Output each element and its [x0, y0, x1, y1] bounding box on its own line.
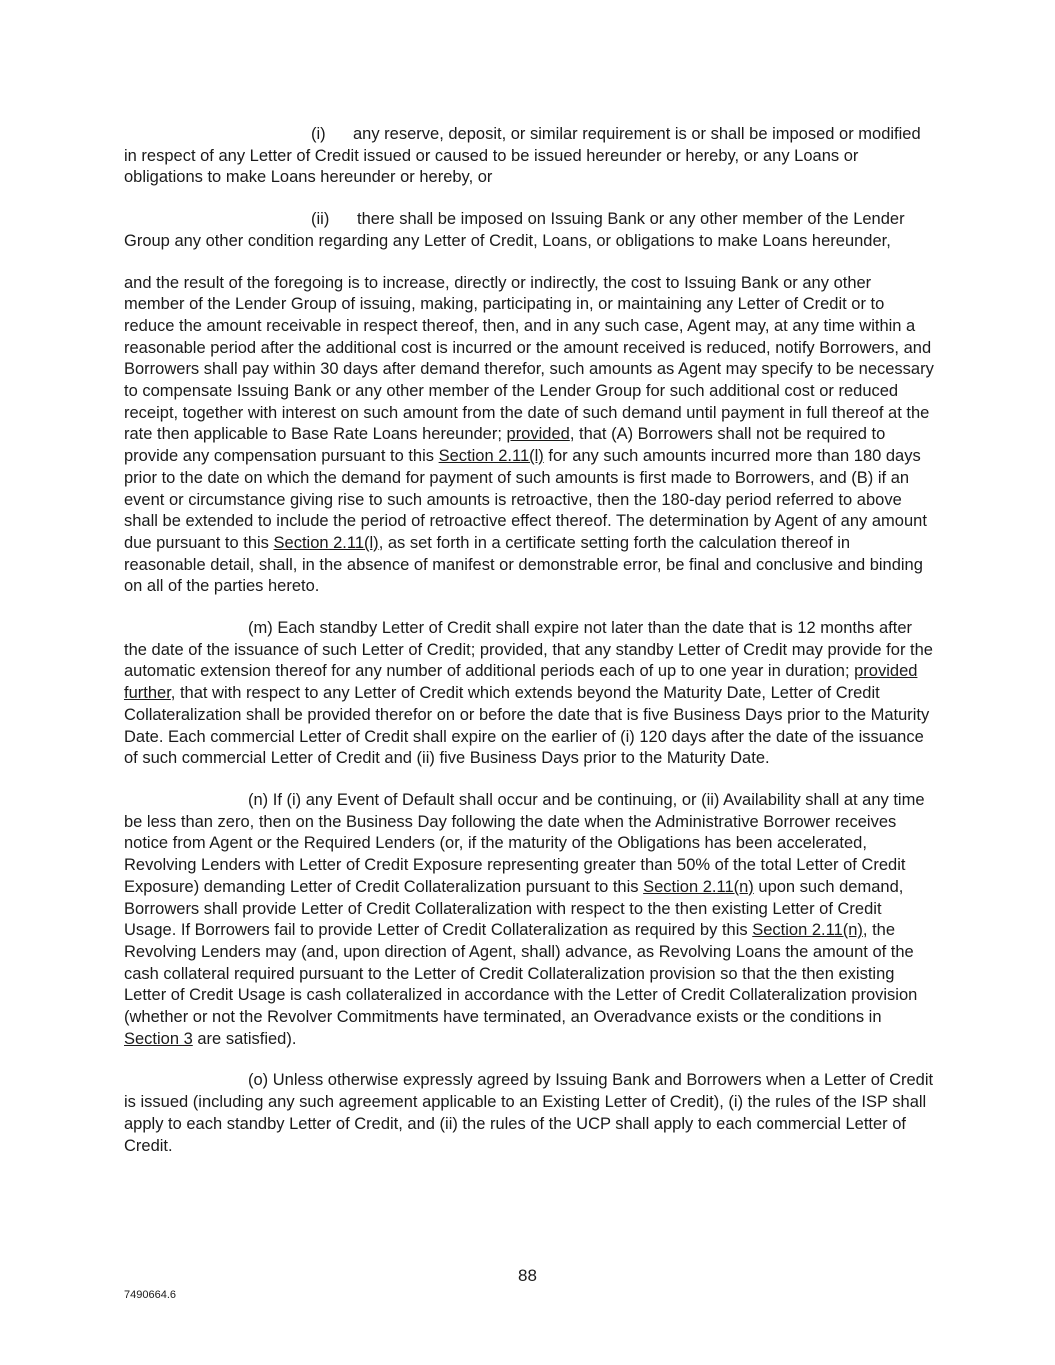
paragraph-n [124, 790, 934, 1050]
clause-i-label: (i) [311, 125, 326, 143]
clause-ii-text: there shall be imposed on Issuing Bank or any other member of the Lender Group any other condition regarding any Letter of Credit, Loans, or obligations to make Loans hereunder, [124, 210, 905, 250]
paragraph-m-text-1: Each standby Letter of Credit shall expire not later than the date that is 12 months after the date of the issuance of such Letter of Credit; provided, that any standby Letter of Credit may provide for the automatic extension thereof for any number of additional periods each of up to one year in duration; [124, 619, 933, 681]
paragraph-o-text: Unless otherwise expressly agreed by Issuing Bank and Borrowers when a Letter of Credit is issued (including any such agreement applicable to an Existing Letter of Credit), (i) the rules of the ISP shall apply to each standby Letter of Credit, and (ii) the rules of the UCP shall apply to each commercial Letter of Credit. [124, 1071, 934, 1155]
result-text-4: , as set forth in a certificate setting forth the calculation thereof in reasonable detail, shall, in the absence of manifest or demonstrable error, be final and conclusive and binding on all of the parties hereto. [124, 533, 923, 596]
paragraph-n-text-2: upon such demand, Borrowers shall provide Letter of Credit Collateralization with respect to the then existing Letter of Credit Usage. If Borrowers fail to provide Letter of Credit Collateralization as required by this [124, 877, 904, 940]
further-term-m: further [124, 684, 171, 703]
document-id: 7490664.6 [124, 1289, 176, 1301]
document-page [124, 124, 934, 1157]
clause-i-text: any reserve, deposit, or similar requirement is or shall be imposed or modified in respect of any Letter of Credit issued or caused to be issued hereunder or hereby, or any Loans or obligations to make Loans hereunder or hereby, or [124, 125, 921, 187]
clause-ii [124, 209, 934, 252]
paragraph-m [124, 618, 934, 770]
provided-term-m: provided [854, 662, 918, 681]
section-ref-2-11-l-second: Section 2.11(l) [273, 533, 379, 552]
section-ref-3: Section 3 [124, 1029, 193, 1048]
clause-ii-label: (ii) [311, 210, 330, 229]
clause-i [124, 124, 934, 189]
result-text-2: , that (A) Borrowers shall not be required to provide any compensation pursuant to this [124, 425, 886, 466]
section-ref-2-11-l: Section 2.11(l) [438, 447, 544, 466]
paragraph-o [124, 1070, 934, 1157]
paragraph-n-label: (n) [248, 790, 269, 809]
result-paragraph [124, 273, 934, 599]
result-text-1: and the result of the foregoing is to increase, directly or indirectly, the cost to Issuing Bank or any other member of the Lender Group of issuing, making, participating in, or maintaining any Letter of Credit or to reduce the amount receivable in respect thereof, then, and in any such case, Agent may, at any time within a reasonable period after the additional cost is incurred or the amount received is reduced, notify Borrowers, and Borrowers shall pay within 30 days after demand therefor, such amounts as Agent may specify to be necessary to compensate Issuing Bank or any other member of the Lender Group for such additional cost or reduced receipt, together with interest on such amount from the date of such demand until payment in full thereof at the rate then applicable to Base Rate Loans hereunder; [124, 273, 934, 444]
paragraph-n-text-4: are satisfied). [192, 1029, 297, 1048]
provided-term: provided [506, 425, 570, 444]
section-ref-2-11-n-second: Section 2.11(n) [752, 921, 863, 940]
page-number: 88 [518, 1266, 537, 1285]
result-text-3: for any such amounts incurred more than 180 days prior to the date on which the demand for payment of such amounts is first made to Borrowers, and (B) if an event or circumstance giving rise to such amounts is retroactive, then the 180-day period referred to above shall be extended to include the period of retroactive effect thereof. The determination by Agent of any amount due pursuant to this [124, 447, 927, 552]
section-ref-2-11-n: Section 2.11(n) [643, 877, 754, 896]
paragraph-m-label: (m) [248, 619, 273, 638]
paragraph-m-text-2: , that with respect to any Letter of Credit which extends beyond the Maturity Date, Letter of Credit Collateralization shall be provided therefor on or before the date that is five Business Days prior to the Maturity Date. Each commercial Letter of Credit shall expire on the earlier of (i) 120 days after the date of the issuance of such commercial Letter of Credit and (ii) five Business Days prior to the Maturity Date. [124, 684, 930, 768]
paragraph-n-text-1: If (i) any Event of Default shall occur and be continuing, or (ii) Availability shall at any time be less than zero, then on the Business Day following the date when the Administrative Borrower receives notice from Agent or the Required Lenders (or, if the maturity of the Obligations has been accelerated, Revolving Lenders with Letter of Credit Exposure representing greater than 50% of the total Letter of Credit Exposure) demanding Letter of Credit Collateralization pursuant to this [124, 790, 925, 896]
paragraph-n-text-3: , the Revolving Lenders may (and, upon direction of Agent, shall) advance, as Revolving Loans the amount of the cash collateral required pursuant to the Letter of Credit Collateralization provision so that the then existing Letter of Credit Usage is cash collateralized in accordance with the Letter of Credit Collateralization provision (whether or not the Revolver Commitments have terminated, an Overadvance exists or the conditions in [124, 921, 918, 1027]
paragraph-o-label: (o) [248, 1071, 269, 1090]
